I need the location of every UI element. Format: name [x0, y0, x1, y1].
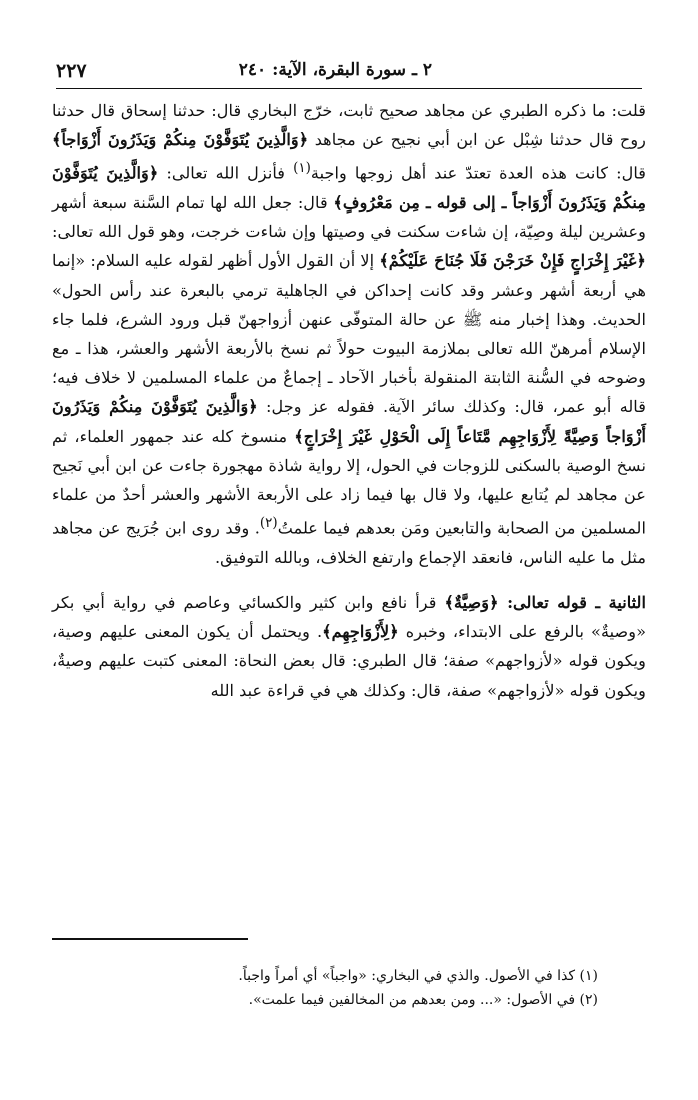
- page-number: ٢٢٧: [56, 60, 87, 82]
- quran-verse: ﴿وَصِيَّةٌ﴾: [444, 593, 499, 613]
- quran-verse: ﴿لِأَزْوَاجِهِم﴾: [322, 622, 399, 642]
- footnote-1: (١) كذا في الأصول. والذي في البخاري: «واجباً» أي أمراً واجباً.: [238, 968, 598, 984]
- section-lead: الثانية ـ قوله تعالى:: [498, 593, 646, 613]
- quran-verse: ﴿غَيْرَ إِخْرَاجٍ فَإِنْ خَرَجْنَ فَلَا جُنَاحَ عَلَيْكُمْ﴾: [379, 251, 646, 271]
- paragraph-first: [52, 96, 646, 572]
- footnote-marker-2[interactable]: (٢): [259, 515, 278, 532]
- text-segment: قال: كانت هذه العدة تعتدّ عند أهل زوجها واجبة: [310, 163, 647, 183]
- header-divider: [56, 88, 642, 89]
- quran-verse: ﴿وَالَّذِينَ يُتَوَفَّوْنَ مِنكُمْ وَيَذَرُونَ أَزْوَاجاً وَصِيَّةً لِأَزْوَاجِهِم مَّتَاعاً إِلَى الْحَوْلِ غَيْرَ إِخْرَاجٍ﴾: [52, 397, 646, 446]
- surah-header-title: ٢ ـ سورة البقرة، الآية: ٢٤٠: [238, 60, 432, 80]
- footnote-2: (٢) في الأصول: «... ومن بعدهم من المخالفين فيما علمت».: [248, 992, 598, 1008]
- text-segment: قال: جعل الله لها تمام السَّنة سبعة أشهر وعشرين ليلة وصِيّة، إن شاءت سكنت في وصيتها وإن شاءت خرجت، وهو قول الله تعالى:: [52, 193, 646, 242]
- text-segment: . وقد روى ابن جُرَيج عن مجاهد مثل ما عليه الناس، فانعقد الإجماع وارتفع الخلاف، وبالله التوفيق.: [52, 518, 646, 567]
- quran-verse: ﴿وَالَّذِينَ يُتَوَفَّوْنَ مِنكُمْ وَيَذَرُونَ أَزْوَاجاً﴾: [52, 130, 309, 150]
- running-header: [56, 60, 642, 86]
- text-segment: قلت: ما ذكره الطبري عن مجاهد صحيح ثابت، خرّج البخاري قال: حدثنا إسحاق قال حدثنا روح قال حدثنا شِبْل عن ابن أبي نجيح عن مجاهد: [52, 101, 646, 150]
- text-segment: منسوخ كله عند جمهور العلماء، ثم نسخ الوصية بالسكنى للزوجات في الحول، إلا رواية شاذة مهجورة جاءت عن ابن أبي نَجيح عن مجاهد لم يُتابع عليها، ولا قال بها فيما زاد على الأربعة الأشهر والعشر أحدٌ من علماء المسلمين من الصحابة والتابعين ومَن بعدهم فيما علمتُ: [52, 426, 646, 538]
- text-segment: إلا أن القول الأول أظهر لقوله عليه السلام: «إنما هي أربعة أشهر وعشر وقد كانت إحداكن في الجاهلية ترمي بالبعرة عند رأس الحول» الحديث. وهذا إخبار منه ﷺ عن حالة المتوفّى عنهن أزواجهنّ قبل ورود الشرع، فلما جاء الإسلام أمرهنّ الله تعالى بملازمة البيوت حولاً ثم نسخ بالأربعة الأشهر والعشر، هذا ـ مع وضوحه في السُّنة الثابتة المنقولة بأخبار الآحاد ـ إجماعٌ من علماء المسلمين لا خلاف فيه؛ قاله أبو عمر، قال: وكذلك سائر الآية. فقوله عز وجل:: [52, 251, 646, 417]
- text-segment: قرأ نافع وابن كثير والكسائي وعاصم في رواية أبي بكر «وصيةٌ» بالرفع على الابتداء، وخبره: [52, 593, 646, 642]
- quran-verse: ﴿وَالَّذِينَ يُتَوَفَّوْنَ مِنكُمْ وَيَذَرُونَ أَزْوَاجاً ـ إلى قوله ـ مِن مَعْرُوفٍ﴾: [52, 163, 646, 212]
- footnote-marker-1[interactable]: (١): [293, 160, 311, 177]
- text-segment: . ويحتمل أن يكون المعنى عليهم وصية، ويكون قوله «لأزواجهم» صفة؛ قال الطبري: قال بعض النحاة: المعنى كتبت عليهم وصيةٌ، ويكون قوله «لأزواجهم» صفة، قال: وكذلك هي في قراءة عبد الله: [52, 622, 646, 700]
- text-segment: فأنزل الله تعالى:: [158, 163, 294, 183]
- footnotes: [52, 964, 598, 1012]
- footnote-divider: [52, 938, 248, 940]
- main-text: [52, 96, 646, 705]
- paragraph-second: [52, 588, 646, 705]
